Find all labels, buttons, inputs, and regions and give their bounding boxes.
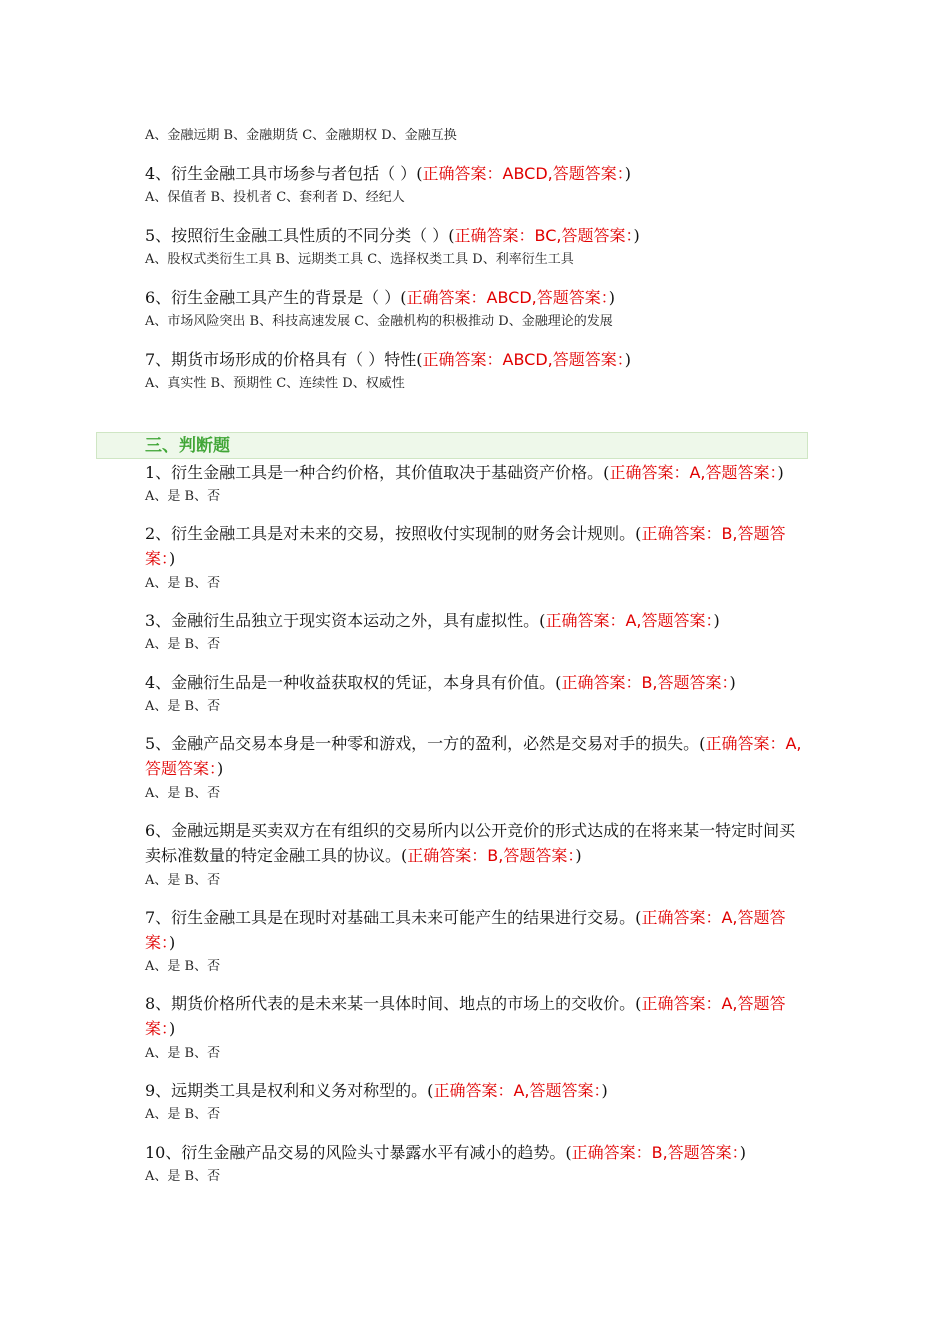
correct-answer: 正确答案：ABCD,答题答案： <box>406 288 609 307</box>
question-text: 4、金融衍生品是一种收益获取权的凭证，本身具有价值。( <box>145 673 562 692</box>
question-tf-2 <box>145 521 809 571</box>
question-text: 4、衍生金融工具市场参与者包括（ ）( <box>145 164 423 183</box>
close-paren: ) <box>608 288 615 307</box>
correct-answer: 正确答案：B,答题答案： <box>407 846 576 865</box>
question-mc-6 <box>145 285 809 310</box>
question-tf-6-options: A、是 B、否 <box>145 873 221 888</box>
question-tf-9 <box>145 1078 809 1103</box>
correct-answer: 正确答案：A,答题答案： <box>145 734 802 778</box>
question-tf-6 <box>145 818 809 868</box>
section-name: 判断题 <box>179 436 230 456</box>
question-text: 8、期货价格所代表的是未来某一具体时间、地点的市场上的交收价。( <box>145 994 642 1013</box>
question-tf-7 <box>145 905 809 955</box>
question-mc-4-options: A、保值者 B、投机者 C、套利者 D、经纪人 <box>145 190 405 205</box>
question-tf-1 <box>145 460 809 485</box>
question-tf-8 <box>145 991 809 1041</box>
question-text: 5、按照衍生金融工具性质的不同分类（ ）( <box>145 226 455 245</box>
question-mc-5 <box>145 223 809 248</box>
correct-answer: 正确答案：A,答题答案： <box>609 463 778 482</box>
question-tf-8-options: A、是 B、否 <box>145 1046 221 1061</box>
question-text: 6、金融远期是买卖双方在有组织的交易所内以公开竞价的形式达成的在将来某一特定时间买卖标准数量的特定金融工具的协议。( <box>145 821 796 865</box>
close-paren: ) <box>575 846 582 865</box>
question-text: 7、期货市场形成的价格具有（ ）特性( <box>145 350 423 369</box>
question-text: 7、衍生金融工具是在现时对基础工具未来可能产生的结果进行交易。( <box>145 908 642 927</box>
correct-answer: 正确答案：B,答题答案： <box>561 673 730 692</box>
close-paren: ) <box>739 1143 746 1162</box>
question-text: 10、衍生金融产品交易的风险头寸暴露水平有减小的趋势。( <box>145 1143 572 1162</box>
close-paren: ) <box>217 759 224 778</box>
question-tf-2-options: A、是 B、否 <box>145 576 221 591</box>
question-text: 1、衍生金融工具是一种合约价格，其价值取决于基础资产价格。( <box>145 463 610 482</box>
question-tf-1-options: A、是 B、否 <box>145 489 221 504</box>
correct-answer: 正确答案：A,答题答案： <box>145 994 786 1038</box>
question-text: 5、金融产品交易本身是一种零和游戏，一方的盈利，必然是交易对手的损失。( <box>145 734 706 753</box>
section-title <box>145 434 230 458</box>
correct-answer: 正确答案：A,答题答案： <box>545 611 714 630</box>
question-tf-5 <box>145 731 809 781</box>
question-mc-4 <box>145 161 809 186</box>
close-paren: ) <box>601 1081 608 1100</box>
close-paren: ) <box>713 611 720 630</box>
correct-answer: 正确答案：A,答题答案： <box>433 1081 602 1100</box>
question-tf-5-options: A、是 B、否 <box>145 786 221 801</box>
question-text: 9、远期类工具是权利和义务对称型的。( <box>145 1081 434 1100</box>
close-paren: ) <box>729 673 736 692</box>
correct-answer: 正确答案：BC,答题答案： <box>454 226 634 245</box>
close-paren: ) <box>624 350 631 369</box>
question-tf-3-options: A、是 B、否 <box>145 637 221 652</box>
question-tf-10 <box>145 1140 809 1165</box>
close-paren: ) <box>169 933 176 952</box>
close-paren: ) <box>169 1019 176 1038</box>
question-tf-9-options: A、是 B、否 <box>145 1107 221 1122</box>
question-tf-4-options: A、是 B、否 <box>145 699 221 714</box>
correct-answer: 正确答案：ABCD,答题答案： <box>422 164 625 183</box>
question-3-options: A、金融远期 B、金融期货 C、金融期权 D、金融互换 <box>145 128 457 143</box>
correct-answer: 正确答案：A,答题答案： <box>145 908 786 952</box>
question-mc-5-options: A、股权式类衍生工具 B、远期类工具 C、选择权类工具 D、利率衍生工具 <box>145 252 574 267</box>
question-mc-7 <box>145 347 809 372</box>
close-paren: ) <box>169 549 176 568</box>
close-paren: ) <box>777 463 784 482</box>
close-paren: ) <box>624 164 631 183</box>
correct-answer: 正确答案：B,答题答案： <box>145 524 786 568</box>
correct-answer: 正确答案：ABCD,答题答案： <box>422 350 625 369</box>
question-text: 2、衍生金融工具是对未来的交易，按照收付实现制的财务会计规则。( <box>145 524 642 543</box>
question-mc-6-options: A、市场风险突出 B、科技高速发展 C、金融机构的积极推动 D、金融理论的发展 <box>145 314 613 329</box>
question-tf-4 <box>145 670 809 695</box>
question-text: 6、衍生金融工具产生的背景是（ ）( <box>145 288 407 307</box>
question-text: 3、金融衍生品独立于现实资本运动之外，具有虚拟性。( <box>145 611 546 630</box>
question-tf-7-options: A、是 B、否 <box>145 959 221 974</box>
close-paren: ) <box>633 226 640 245</box>
question-tf-10-options: A、是 B、否 <box>145 1169 221 1184</box>
section-number: 三、 <box>145 436 179 456</box>
question-tf-3 <box>145 608 809 633</box>
correct-answer: 正确答案：B,答题答案： <box>571 1143 740 1162</box>
question-mc-7-options: A、真实性 B、预期性 C、连续性 D、权威性 <box>145 376 405 391</box>
